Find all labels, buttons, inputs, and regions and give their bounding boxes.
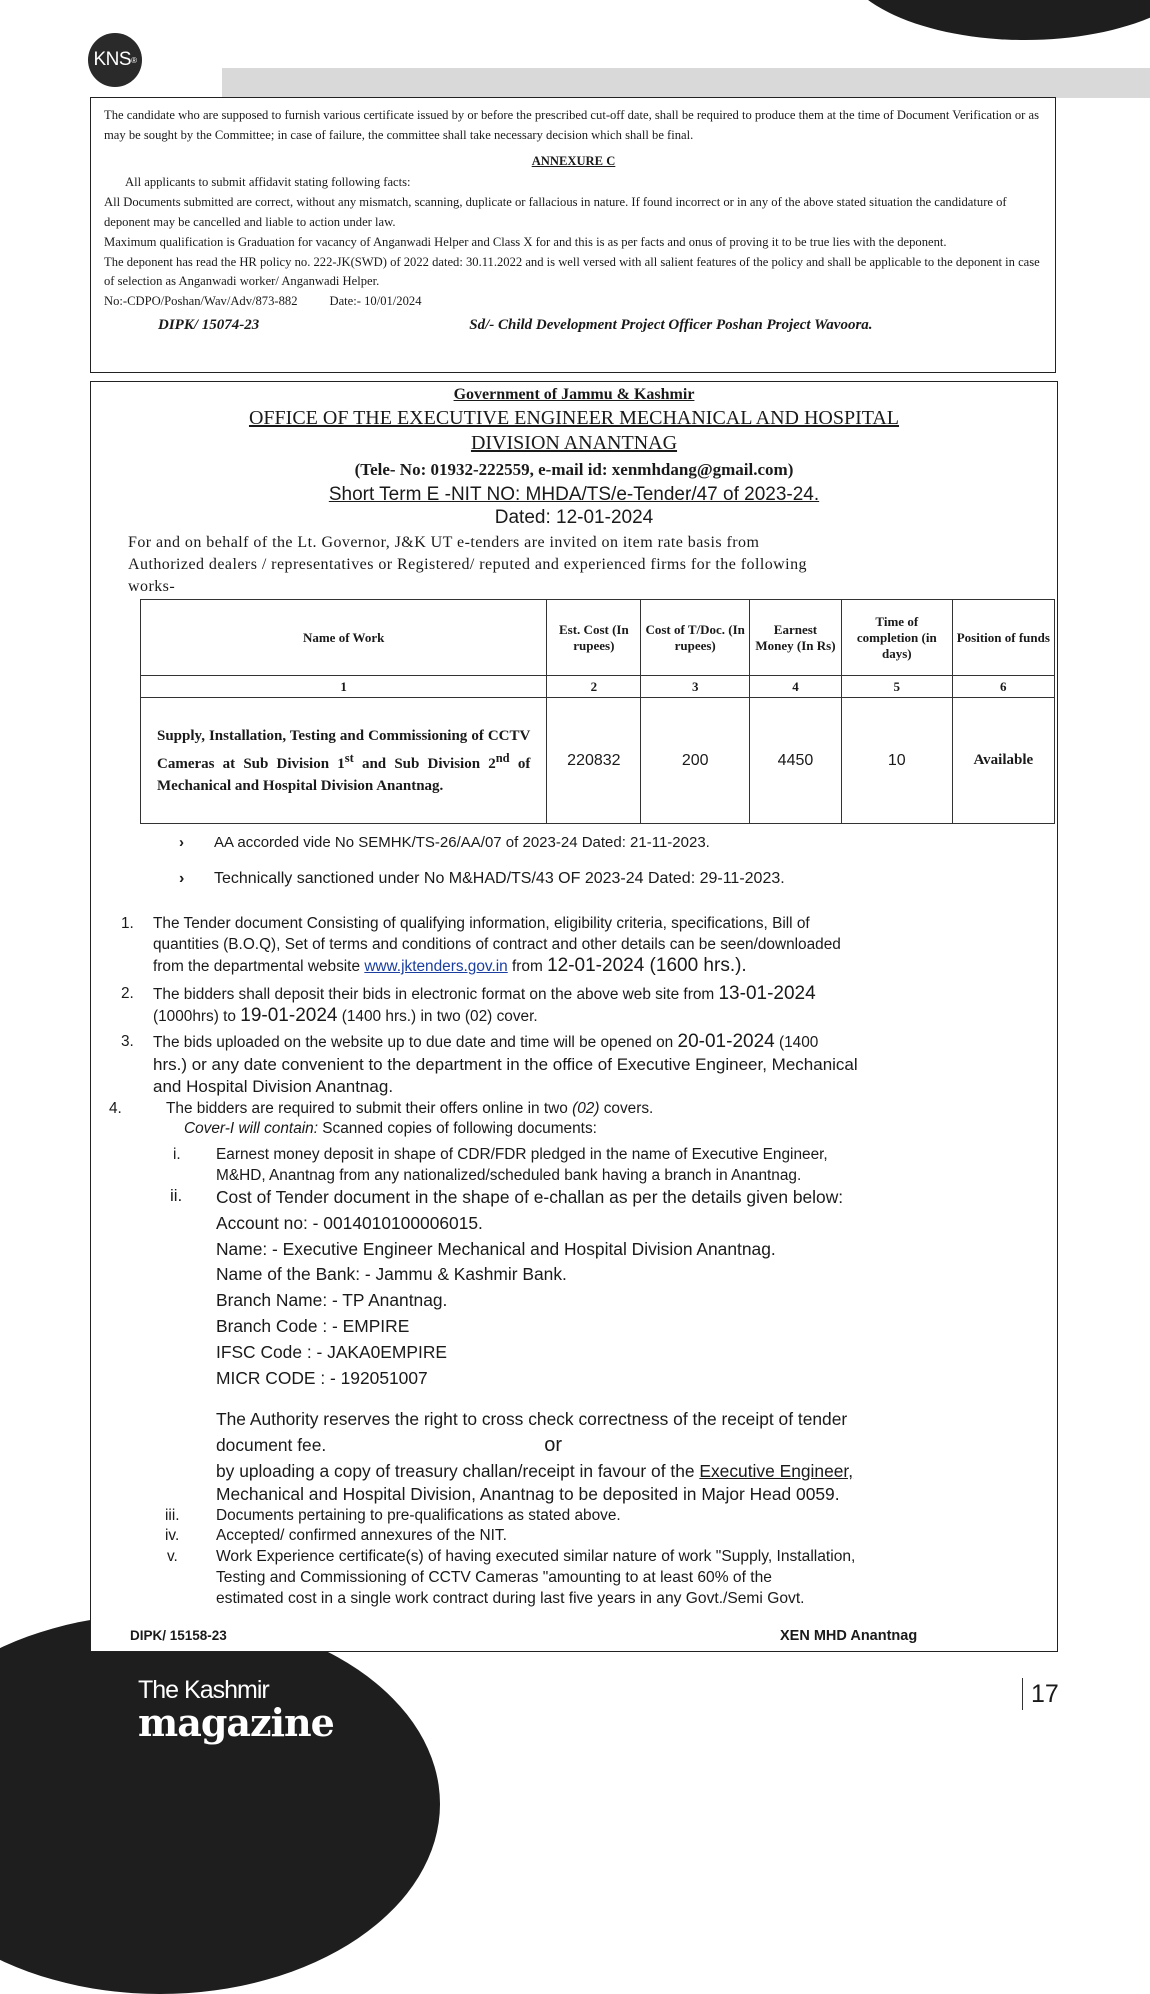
ifsc-code: IFSC Code : - JAKA0EMPIRE	[216, 1341, 447, 1362]
dipk-number: DIPK/ 15158-23	[130, 1628, 227, 1643]
header-bar	[222, 68, 1150, 98]
item-1: The Tender document Consisting of qualifying information, eligibility criteria, specifications, Bill of quantities (B.O.Q), Set of terms and conditions of contract and other details can be seen/downloaded from the departmental website www.jktenders.gov.in from 12-01-2024 (1600 hrs.).	[153, 915, 841, 976]
account-number: Account no: - 0014010100006015.	[216, 1212, 483, 1233]
col-number: 1	[141, 676, 547, 698]
col-number: 5	[841, 676, 952, 698]
item-4: The bidders are required to submit their offers online in two (02) covers.	[166, 1100, 654, 1117]
office-heading-1: OFFICE OF THE EXECUTIVE ENGINEER MECHANICAL AND HOSPITAL	[248, 407, 900, 429]
annex-p4: The deponent has read the HR policy no. 222-JK(SWD) of 2022 dated: 30.11.2022 and is well versed with all salient features of the policy and shall be applicable to the deponent in case of selection as Anganwadi worker/ Anganwadi Helper.	[104, 254, 1040, 289]
authority-note: The Authority reserves the right to cross check correctness of the receipt of tender document fee. or by uploading a copy of treasury challan/receipt in favour of the Executive Engineer, Mechanical and Hospital Division, Anantnag to be deposited in Major Head 0059.	[216, 1409, 854, 1504]
sub-number: v.	[167, 1548, 178, 1565]
page-number: 17	[1022, 1678, 1059, 1710]
gov-heading: Government of Jammu & Kashmir	[453, 386, 695, 403]
annex-p1: All applicants to submit affidavit stating following facts:	[125, 175, 411, 190]
office-heading-2: DIVISION ANANTNAG	[470, 432, 678, 454]
item-3: The bids uploaded on the website up to due date and time will be opened on 20-01-2024 (1400 hrs.) or any date convenient to the department in the office of Executive Engineer, Mechanical and Hospital Division Anantnag.	[153, 1031, 858, 1096]
corner-decoration	[840, 0, 1150, 40]
annex-p3: Maximum qualification is Graduation for vacancy of Anganwadi Helper and Class X for and this is as per facts and onus of proving it to be true lies with the deponent.	[104, 234, 947, 249]
earnest-money: 4450	[749, 698, 841, 824]
th-name: Name of Work	[141, 600, 547, 676]
cover-line: Cover-I will contain: Scanned copies of following documents:	[184, 1120, 597, 1137]
th-est: Est. Cost (In rupees)	[547, 600, 641, 676]
contact-line: (Tele- No: 01932-222559, e-mail id: xenmhdang@gmail.com)	[354, 460, 794, 479]
magazine-logo: The Kashmir magazine	[138, 1676, 334, 1745]
est-cost: 220832	[547, 698, 641, 824]
arrow-icon: ›	[179, 834, 184, 851]
sub-item-4: Accepted/ confirmed annexures of the NIT.	[216, 1527, 507, 1544]
item-number: 3.	[121, 1033, 134, 1050]
annex-p2: All Documents submitted are correct, without any mismatch, scanning, duplicate or fallacious in nature. If found incorrect or in any of the above stated situation the candidature of deponent may be cancelled and liable to action under law.	[104, 195, 1007, 229]
bullet-ts: › Technically sanctioned under No M&HAD/TS/43 OF 2023-24 Dated: 29-11-2023.	[179, 870, 785, 887]
work-description: Supply, Installation, Testing and Commissioning of CCTV Cameras at Sub Division 1st and Sub Division 2nd of Mechanical and Hospital Division Anantnag.	[141, 698, 547, 824]
branch-code: Branch Code : - EMPIRE	[216, 1315, 410, 1336]
annex-title: ANNEXURE C	[531, 153, 616, 168]
sub-number: i.	[173, 1146, 181, 1163]
nit-date: Dated: 12-01-2024	[494, 507, 654, 528]
bank-name: Name of the Bank: - Jammu & Kashmir Bank.	[216, 1264, 567, 1285]
item-number: 1.	[121, 915, 134, 932]
nit-intro: For and on behalf of the Lt. Governor, J&K UT e-tenders are invited on item rate basis from Authorized dealers / representatives or Registered/ reputed and experienced firms for the following works-	[128, 534, 807, 595]
annex-ref-line: No:-CDPO/Poshan/Wav/Adv/873-882 Date:- 10/01/2024	[104, 294, 422, 309]
sub-item-5: Work Experience certificate(s) of having executed similar nature of work "Supply, Installation, Testing and Commissioning of CCTV Cameras "amounting to at least 60% of the estimated cost in a single work contract during last five years in any Govt./Semi Govt.	[216, 1548, 856, 1607]
kns-logo: KNS ®	[88, 33, 142, 87]
doc-cost: 200	[641, 698, 750, 824]
col-number: 6	[952, 676, 1054, 698]
corner-decoration-bottom	[0, 1614, 440, 1994]
bullet-aa: › AA accorded vide No SEMHK/TS-26/AA/07 of 2023-24 Dated: 21-11-2023.	[179, 834, 710, 851]
annex-intro: The candidate who are supposed to furnish various certificate issued by or before the prescribed cut-off date, shall be required to produce them at the time of Document Verification or as may be sought by the Committee; in case of failure, the committee shall take necessary decision which shall be final.	[104, 108, 1039, 142]
website-link[interactable]: www.jktenders.gov.in	[364, 958, 508, 975]
item-number: 4.	[109, 1100, 122, 1117]
sub-number: iii.	[165, 1507, 180, 1524]
nit-notice	[90, 381, 1058, 1652]
sub-number: iv.	[165, 1527, 180, 1544]
funds-position: Available	[952, 698, 1054, 824]
annexure-notice	[90, 97, 1056, 373]
annex-signature: DIPK/ 15074-23 Sd/- Child Development Project Officer Poshan Project Wavoora.	[158, 316, 873, 333]
issuer-signature: XEN MHD Anantnag	[780, 1628, 918, 1644]
item-number: 2.	[121, 985, 134, 1002]
th-funds: Position of funds	[952, 600, 1054, 676]
account-name: Name: - Executive Engineer Mechanical and Hospital Division Anantnag.	[216, 1238, 776, 1259]
col-number: 3	[641, 676, 750, 698]
nit-number: Short Term E -NIT NO: MHDA/TS/e-Tender/47 of 2023-24.	[328, 484, 820, 505]
sub-number: ii.	[170, 1186, 183, 1205]
item-2: The bidders shall deposit their bids in electronic format on the above web site from 13-01-2024 (1000hrs) to 19-01-2024 (1400 hrs.) in two (02) cover.	[153, 983, 816, 1026]
sub-item-3: Documents pertaining to pre-qualifications as stated above.	[216, 1507, 621, 1524]
works-table	[140, 599, 1055, 824]
th-time: Time of completion (in days)	[841, 600, 952, 676]
arrow-icon: ›	[179, 870, 185, 887]
micr-code: MICR CODE : - 192051007	[216, 1367, 428, 1388]
sub-item-1: Earnest money deposit in shape of CDR/FDR pledged in the name of Executive Engineer, M&HD, Anantnag from any nationalized/scheduled bank having a branch in Anantnag.	[216, 1146, 828, 1184]
col-number: 4	[749, 676, 841, 698]
col-number: 2	[547, 676, 641, 698]
th-cost: Cost of T/Doc. (In rupees)	[641, 600, 750, 676]
branch-name: Branch Name: - TP Anantnag.	[216, 1290, 448, 1311]
completion-time: 10	[841, 698, 952, 824]
sub-item-2: Cost of Tender document in the shape of e-challan as per the details given below: Account no: - 0014010100006015. Name: - Executive Engineer Mechanical and Hospital Division Anantnag. Name of the Bank: - Jammu & Kashmir Bank. Branch Name: - TP Anantnag. Branch Code : - EMPIRE IFSC Code : - JAKA0EMPIRE MICR CODE : - 192051007	[216, 1185, 1036, 1391]
th-emd: Earnest Money (In Rs)	[749, 600, 841, 676]
